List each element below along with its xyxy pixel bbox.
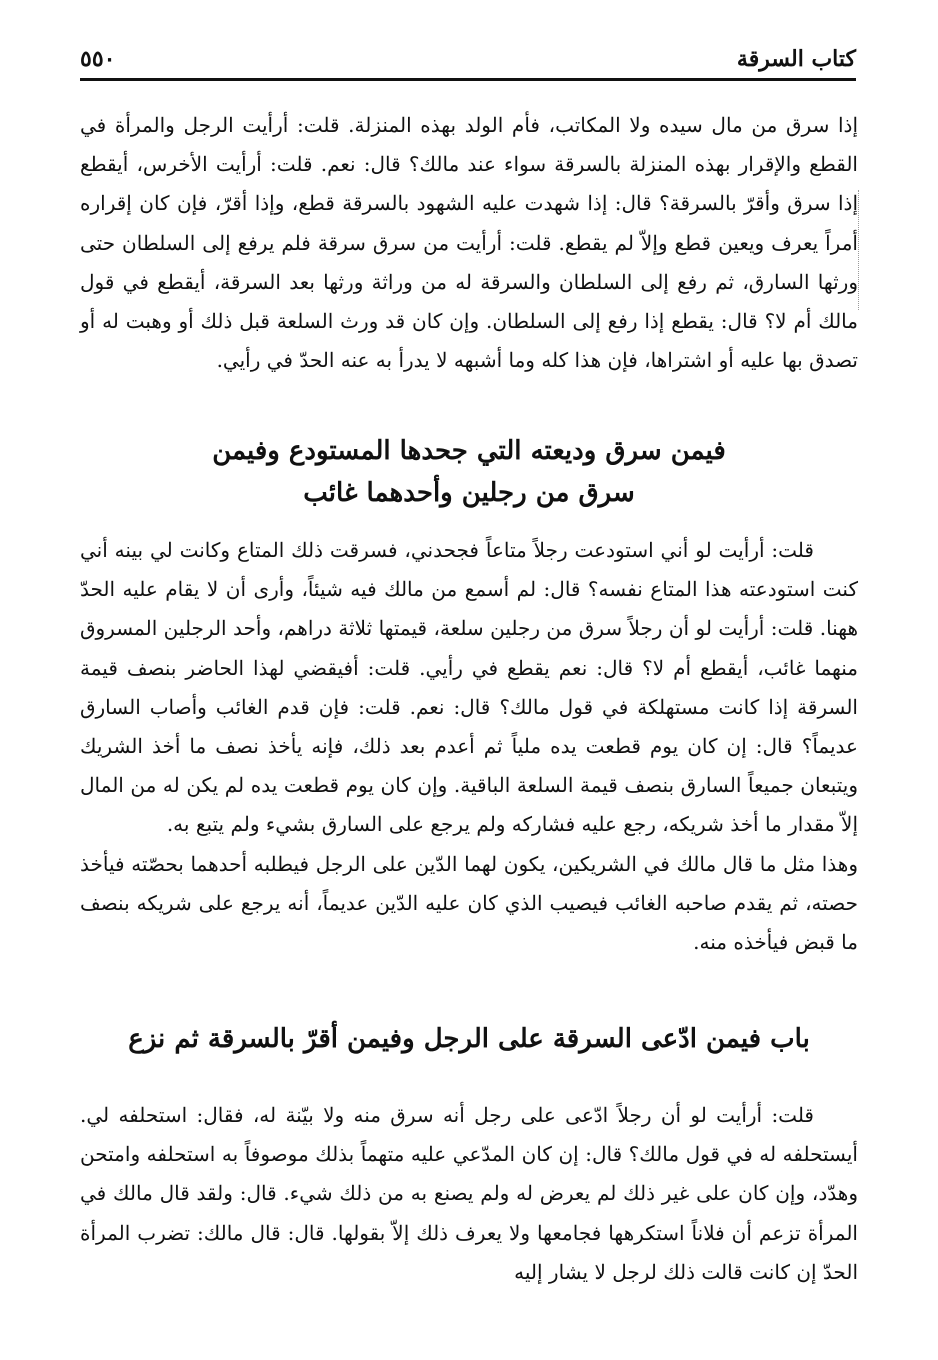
page-header bbox=[80, 44, 856, 81]
book-title: كتاب السرقة bbox=[736, 46, 856, 72]
paragraph: إذا سرق من مال سيده ولا المكاتب، فأم الولد بهذه المنزلة. قلت: أرأيت الرجل والمرأة في القطع والإقرار بهذه المنزلة بالسرقة سواء عند مالك؟ قال: نعم. قلت: أرأيت الأخرس، أيقطع إذا سرق وأقرّ بالسرقة؟ قال: إذا شهدت عليه الشهود بالسرقة قطع، وإذا أقرّ، فإن كان إقراره أمراً يعرف ويعين قطع وإلاّ لم يقطع. قلت: أرأيت من سرق سرقة فلم يرفع إلى السلطان حتى ورثها السارق، ثم رفع إلى السلطان والسرقة له من وراثة ورثها بعد السرقة، أيقطع في قول مالك أم لا؟ قال: يقطع إذا رفع إلى السلطان. وإن كان قد ورث السلعة قبل ذلك أو وهبت له أو تصدق بها عليه أو اشتراها، فإن هذا كله وما أشبهه لا يدرأ به عنه الحدّ في رأيي. bbox=[80, 113, 858, 373]
margin-rule bbox=[858, 190, 859, 310]
paragraph: قلت: أرأيت لو أن رجلاً ادّعى على رجل أنه سرق منه ولا بيّنة له، فقال: استحلفه لي. أيستحلفه له في قول مالك؟ قال: إن كان المدّعي عليه متهماً بذلك موصوفاً به استحلفه وامتحن وهدّد، وإن كان على غير ذلك لم يعرض له ولم يصنع به من ذلك شيء. قال: ولقد قال مالك في المرأة تزعم أن فلاناً استكرهها فجامعها ولا يعرف ذلك إلاّ بقولها. قال: قال مالك: تضرب المرأة الحدّ إن كانت قالت ذلك لرجل لا يشار إليه bbox=[80, 1103, 858, 1284]
heading-line: فيمن سرق وديعته التي جحدها المستودع وفيمن bbox=[212, 436, 726, 466]
section-heading-theft-claim bbox=[80, 1018, 858, 1060]
text-block-theft-claim bbox=[80, 1096, 858, 1292]
heading-line: باب فيمن ادّعى السرقة على الرجل وفيمن أقرّ بالسرقة ثم نزع bbox=[128, 1024, 810, 1054]
page-number: ٥٥٠ bbox=[80, 46, 116, 72]
section-heading-deposit-theft bbox=[80, 430, 858, 514]
paragraph: قلت: أرأيت لو أني استودعت رجلاً متاعاً فجحدني، فسرقت ذلك المتاع وكانت لي بينه أني كنت استودعته هذا المتاع نفسه؟ قال: لم أسمع من مالك فيه شيئاً، وأرى أن لا يقام عليه الحدّ ههنا. قلت: أرأيت لو أن رجلاً سرق من رجلين سلعة، قيمتها ثلاثة دراهم، وأحد الرجلين المسروق منهما غائب، أيقطع أم لا؟ قال: نعم يقطع في رأيي. قلت: أفيقضي لهذا الحاضر بنصف قيمة السرقة إذا كانت مستهلكة في قول مالك؟ قال: نعم. قلت: فإن قدم الغائب وأصاب السارق عديماً؟ قال: إن كان يوم قطعت يده ملياً ثم أعدم بعد ذلك، فإنه يأخذ نصف ما أخذ الشريك ويتبعان جميعاً السارق بنصف قيمة السلعة الباقية. وإن كان يوم قطعت يده لم يكن له من المال إلاّ مقدار ما أخذ شريكه، رجع عليه فشاركه ولم يرجع على السارق بشيء ولم يتبع به. bbox=[80, 538, 858, 837]
paragraph: وهذا مثل ما قال مالك في الشريكين، يكون لهما الدّين على الرجل فيطلبه أحدهما بحصّته فيأخذ حصته، ثم يقدم صاحبه الغائب فيصيب الذي كان عليه الدّين عديماً، أنه يرجع على شريكه بنصف ما قبض فيأخذه منه. bbox=[80, 851, 858, 955]
heading-line: سرق من رجلين وأحدهما غائب bbox=[303, 478, 635, 508]
text-block-theft-by-relatives bbox=[80, 106, 858, 380]
text-block-deposit-theft bbox=[80, 531, 858, 962]
